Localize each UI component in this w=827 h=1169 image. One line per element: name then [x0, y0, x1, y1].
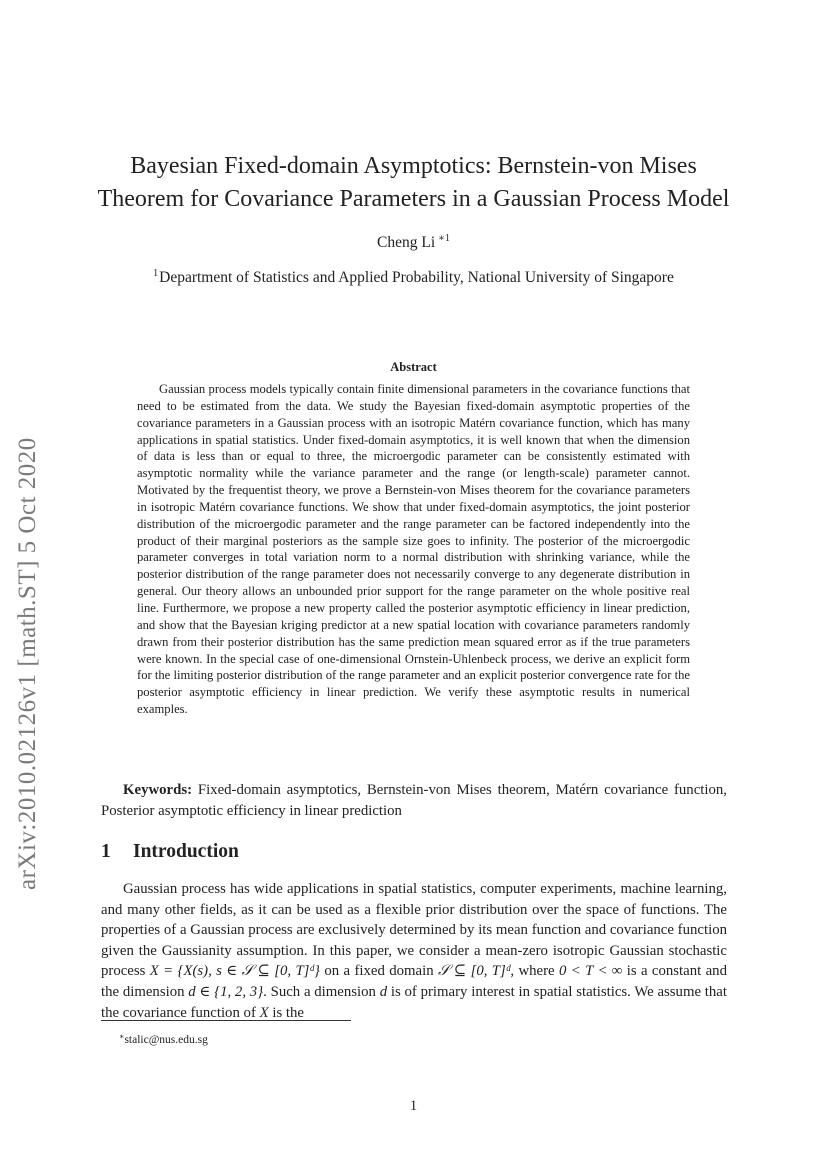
- section-heading-introduction: [101, 841, 239, 863]
- intro-text-f: is of primary interest in spatial statistics. We assume that the covariance function of: [101, 983, 727, 1021]
- page-number: 1: [409, 1098, 418, 1114]
- section-number: 1: [101, 841, 111, 862]
- section-title: Introduction: [133, 841, 239, 862]
- intro-text-g: is the: [268, 1004, 304, 1021]
- footnote-mark: ∗: [119, 1032, 125, 1041]
- author-line: [0, 233, 827, 252]
- math-t-bound: 0 < T < ∞: [558, 963, 623, 980]
- math-dimension-set: d ∈ {1, 2, 3}: [188, 983, 264, 1000]
- keywords-paragraph: [101, 780, 727, 821]
- title-line-2: Theorem for Covariance Parameters in a Gaussian Process Model: [97, 186, 730, 212]
- footnote: [119, 1032, 208, 1046]
- intro-text-c: , where: [510, 963, 559, 980]
- footnote-email[interactable]: stalic@nus.edu.sg: [124, 1034, 208, 1046]
- abstract-text: Gaussian process models typically contain finite dimensional parameters in the covariance functions that need to be estimated from the data. We study the Bayesian fixed-domain asymptotic properties of the covariance parameters in a Gaussian process with an isotropic Matérn covariance function, which has many applications in spatial statistics. Under fixed-domain asymptotics, it is well known that when the dimension of data is less than or equal to three, the microergodic parameter can be consistently estimated with asymptotic normality while the variance parameter and the range (or length-scale) parameter cannot. Motivated by the frequentist theory, we prove a Bernstein-von Mises theorem for the covariance parameters in isotropic Matérn covariance functions. We show that under fixed-domain asymptotics, the joint posterior distribution of the microergodic parameter and the range parameter can be factored independently into the product of their marginal posteriors as the sample size goes to infinity. The posterior of the microergodic parameter converges in total variation norm to a normal distribution with shrinking variance, while the posterior distribution of the range parameter does not necessarily converge to any degenerate distribution in general. Our theory allows an unbounded prior support for the range parameter on the whole positive real line. Furthermore, we propose a new property called the posterior asymptotic efficiency in linear prediction, and show that the Bayesian kriging predictor at a new spatial location with covariance parameters randomly drawn from their posterior distribution has the same prediction mean squared error as if the true parameters were known. In the special case of one-dimensional Ornstein-Uhlenbeck process, we derive an explicit form for the limiting posterior distribution of the range parameter and an explicit posterior convergence rate for the posterior asymptotic efficiency in linear prediction. We verify these asymptotic results in numerical examples.: [137, 382, 690, 717]
- arxiv-identifier: arXiv:2010.02126v1 [math.ST] 5 Oct 2020: [14, 437, 41, 890]
- keywords-text: Fixed-domain asymptotics, Bernstein-von Mises theorem, Matérn covariance function, Posterior asymptotic efficiency in linear prediction: [101, 782, 727, 819]
- footnote-rule: [101, 1020, 351, 1021]
- keywords-label: Keywords:: [123, 782, 193, 798]
- author-marks: ∗1: [438, 233, 450, 244]
- intro-text-e: . Such a dimension: [263, 983, 380, 1000]
- affiliation-line: [0, 268, 827, 287]
- intro-text-d: is a constant and the dimension: [101, 963, 727, 1000]
- author-name: Cheng Li: [377, 234, 436, 251]
- abstract-heading: Abstract: [390, 360, 437, 374]
- math-dimension: d: [379, 983, 388, 1000]
- intro-text-a: Gaussian process has wide applications in spatial statistics, computer experiments, machine learning, and many other fields, as it can be used as a flexible prior distribution over the space of functions. The properties of a Gaussian process are exclusively determined by its mean function and covariance function given the Gaussianity assumption. In this paper, we consider a mean-zero isotropic Gaussian stochastic process: [101, 881, 727, 980]
- intro-text-b: on a fixed domain: [319, 963, 438, 980]
- title-line-1: Bayesian Fixed-domain Asymptotics: Bernstein-von Mises: [130, 153, 697, 179]
- math-x: X: [259, 1004, 269, 1021]
- affiliation-text: Department of Statistics and Applied Probability, National University of Singapore: [159, 269, 674, 286]
- math-domain: 𝒮 ⊆ [0, T]ᵈ: [437, 963, 511, 980]
- math-process-definition: X = {X(s), s ∈ 𝒮 ⊆ [0, T]ᵈ}: [149, 963, 320, 980]
- introduction-paragraph: [101, 879, 727, 1023]
- paper-title: [60, 150, 767, 216]
- affiliation-mark: 1: [153, 268, 159, 279]
